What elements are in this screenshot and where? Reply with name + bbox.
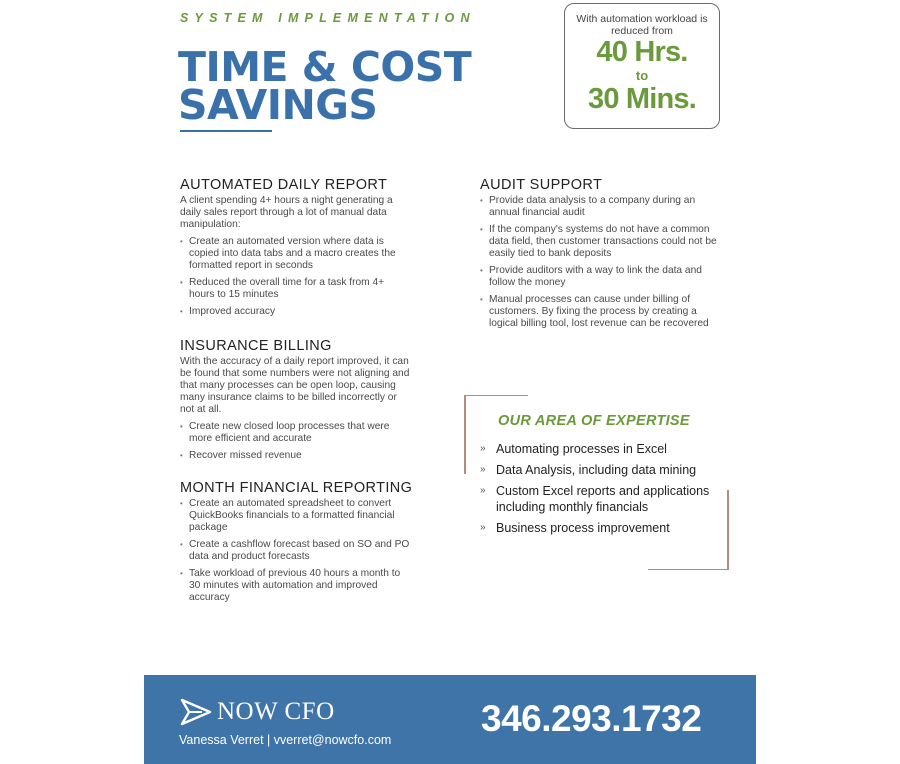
- expertise-item-label: Automating processes in Excel: [496, 442, 667, 456]
- expertise-item: [480, 441, 720, 457]
- callout-to: to: [635, 68, 649, 83]
- bullet-item: • Provide data analysis to a company during an annual financial audit: [480, 195, 722, 219]
- section-intro: With the accuracy of a daily report improved, it can be found that some numbers were not aligning and that many processes can be open loop, causing many insurance claims to be billed incorrectly or not at all.: [180, 356, 410, 415]
- bullet-item: • Recover missed revenue: [180, 450, 412, 462]
- expertise-item: [480, 520, 720, 536]
- chevron-right-icon: »: [480, 522, 486, 533]
- bullet-item: • Create an automated spreadsheet to convert QuickBooks financials to a formatted financial package: [180, 498, 412, 534]
- now-cfo-logo-icon: [180, 697, 212, 727]
- section-heading: INSURANCE BILLING: [180, 338, 332, 354]
- expertise-item-label: Business process improvement: [496, 521, 670, 535]
- bullet-list: [480, 195, 722, 330]
- contact-line[interactable]: Vanessa Verret | vverret@nowcfo.com: [179, 733, 392, 747]
- section-heading: MONTH FINANCIAL REPORTING: [180, 480, 413, 496]
- chevron-right-icon: »: [480, 464, 486, 475]
- bullet-list: [180, 421, 412, 462]
- callout-from: 40 Hrs.: [596, 36, 688, 68]
- bullet-item: • Create new closed loop processes that were more efficient and accurate: [180, 421, 412, 445]
- chevron-right-icon: »: [480, 485, 486, 496]
- footer-banner: [144, 675, 756, 764]
- expertise-frame-right: [727, 490, 729, 570]
- phone-number[interactable]: 346.293.1732: [481, 698, 702, 739]
- bullet-item: • Take workload of previous 40 hours a month to 30 minutes with automation and improved accuracy: [180, 568, 412, 604]
- expertise-list: [480, 441, 720, 536]
- chevron-right-icon: »: [480, 443, 486, 454]
- bullet-item: • Create an automated version where data is copied into data tabs and a macro creates the formatted report in seconds: [180, 236, 412, 272]
- bullet-item: • Improved accuracy: [180, 306, 412, 318]
- page-title-line-2: SAVINGS: [178, 81, 378, 129]
- eyebrow-heading: SYSTEM IMPLEMENTATION: [180, 11, 476, 25]
- section-insurance-billing: [180, 340, 412, 467]
- savings-callout-box: [564, 3, 720, 129]
- page-title: [178, 43, 472, 129]
- expertise-box: [480, 413, 720, 541]
- expertise-item: [480, 462, 720, 478]
- bullet-item: • Reduced the overall time for a task from 4+ hours to 15 minutes: [180, 277, 412, 301]
- section-month-financial-reporting: [180, 482, 412, 609]
- bullet-item: • If the company's systems do not have a common data field, then customer transactions could not be easily tied to bank deposits: [480, 224, 722, 260]
- bullet-item: • Create a cashflow forecast based on SO and PO data and product forecasts: [180, 539, 412, 563]
- section-automated-daily-report: [180, 179, 412, 323]
- expertise-item-label: Custom Excel reports and applications including monthly financials: [496, 484, 710, 514]
- title-underline: [180, 130, 272, 132]
- brand-logo: [180, 697, 335, 727]
- bullet-list: [180, 498, 412, 604]
- brand-name: NOW CFO: [217, 698, 335, 725]
- expertise-frame-top: [464, 395, 528, 396]
- section-intro: A client spending 4+ hours a night generating a daily sales report through a lot of manual data manipulation:: [180, 195, 393, 230]
- bullet-item: • Provide auditors with a way to link the data and follow the money: [480, 265, 722, 289]
- expertise-frame-left: [464, 395, 466, 474]
- callout-target: 30 Mins.: [587, 83, 697, 115]
- section-audit-support: [480, 179, 722, 335]
- bullet-list: [180, 236, 412, 318]
- expertise-title: OUR AREA OF EXPERTISE: [498, 413, 690, 429]
- page-title-line-1: TIME & COST: [178, 43, 472, 91]
- expertise-frame-bottom: [648, 569, 729, 570]
- section-heading: AUTOMATED DAILY REPORT: [180, 177, 388, 193]
- section-heading: AUDIT SUPPORT: [480, 177, 603, 193]
- expertise-item: [480, 483, 720, 515]
- callout-intro: With automation workload is reduced from: [576, 13, 708, 37]
- bullet-item: • Manual processes can cause under billing of customers. By fixing the process by creating a logical billing tool, lost revenue can be recovered: [480, 294, 722, 330]
- expertise-item-label: Data Analysis, including data mining: [496, 463, 697, 477]
